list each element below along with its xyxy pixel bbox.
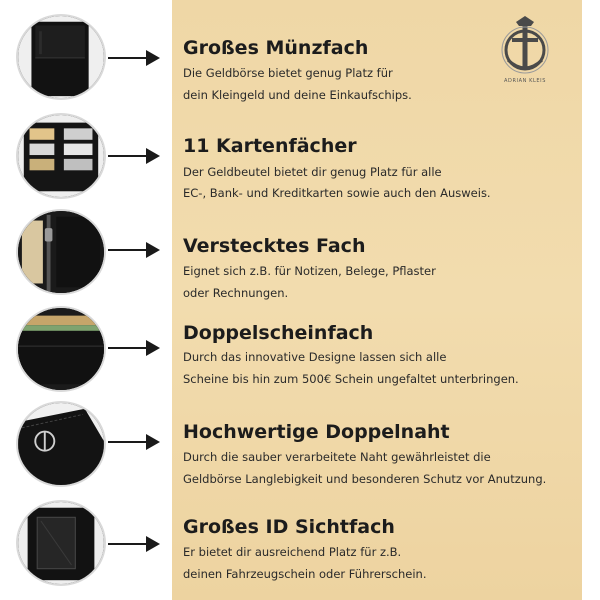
arrow-right-icon bbox=[108, 534, 160, 554]
feature-title: 11 Kartenfächer bbox=[183, 135, 357, 157]
feature-description-line: Durch die sauber verarbeitete Naht gewährleistet die bbox=[183, 450, 491, 464]
feature-description-line: EC-, Bank- und Kreditkarten sowie auch den Ausweis. bbox=[183, 186, 491, 200]
arrow-right-icon bbox=[108, 146, 160, 166]
double-stitch-image bbox=[16, 401, 106, 487]
hidden-zipper-image bbox=[16, 209, 106, 295]
arrow-right-icon bbox=[108, 240, 160, 260]
feature-title: Verstecktes Fach bbox=[183, 235, 366, 257]
feature-title: Hochwertige Doppelnaht bbox=[183, 421, 450, 443]
feature-description-line: Eignet sich z.B. für Notizen, Belege, Pflaster bbox=[183, 264, 436, 278]
feature-description-line: Die Geldbörse bietet genug Platz für bbox=[183, 66, 393, 80]
card-slots-image bbox=[16, 113, 106, 199]
feature-description-line: Scheine bis hin zum 500€ Schein ungefaltet unterbringen. bbox=[183, 372, 519, 386]
feature-description-line: dein Kleingeld und deine Einkaufschips. bbox=[183, 88, 412, 102]
feature-description-line: Er bietet dir ausreichend Platz für z.B. bbox=[183, 545, 402, 559]
feature-description-line: Geldbörse Langlebigkeit und besonderen Schutz vor Anutzung. bbox=[183, 472, 547, 486]
feature-description-line: Der Geldbeutel bietet dir genug Platz für alle bbox=[183, 165, 442, 179]
brand-logo-text: ADRIAN KLEIS bbox=[503, 78, 547, 84]
feature-title: Großes ID Sichtfach bbox=[183, 516, 395, 538]
feature-description-line: Durch das innovative Designe lassen sich alle bbox=[183, 350, 447, 364]
banknote-compartment-image bbox=[16, 306, 106, 392]
arrow-right-icon bbox=[108, 432, 160, 452]
id-window-image bbox=[16, 500, 106, 586]
feature-description-line: oder Rechnungen. bbox=[183, 286, 289, 300]
arrow-right-icon bbox=[108, 338, 160, 358]
feature-description-line: deinen Fahrzeugschein oder Führerschein. bbox=[183, 567, 427, 581]
feature-title: Doppelscheinfach bbox=[183, 322, 374, 344]
feature-title: Großes Münzfach bbox=[183, 37, 369, 59]
